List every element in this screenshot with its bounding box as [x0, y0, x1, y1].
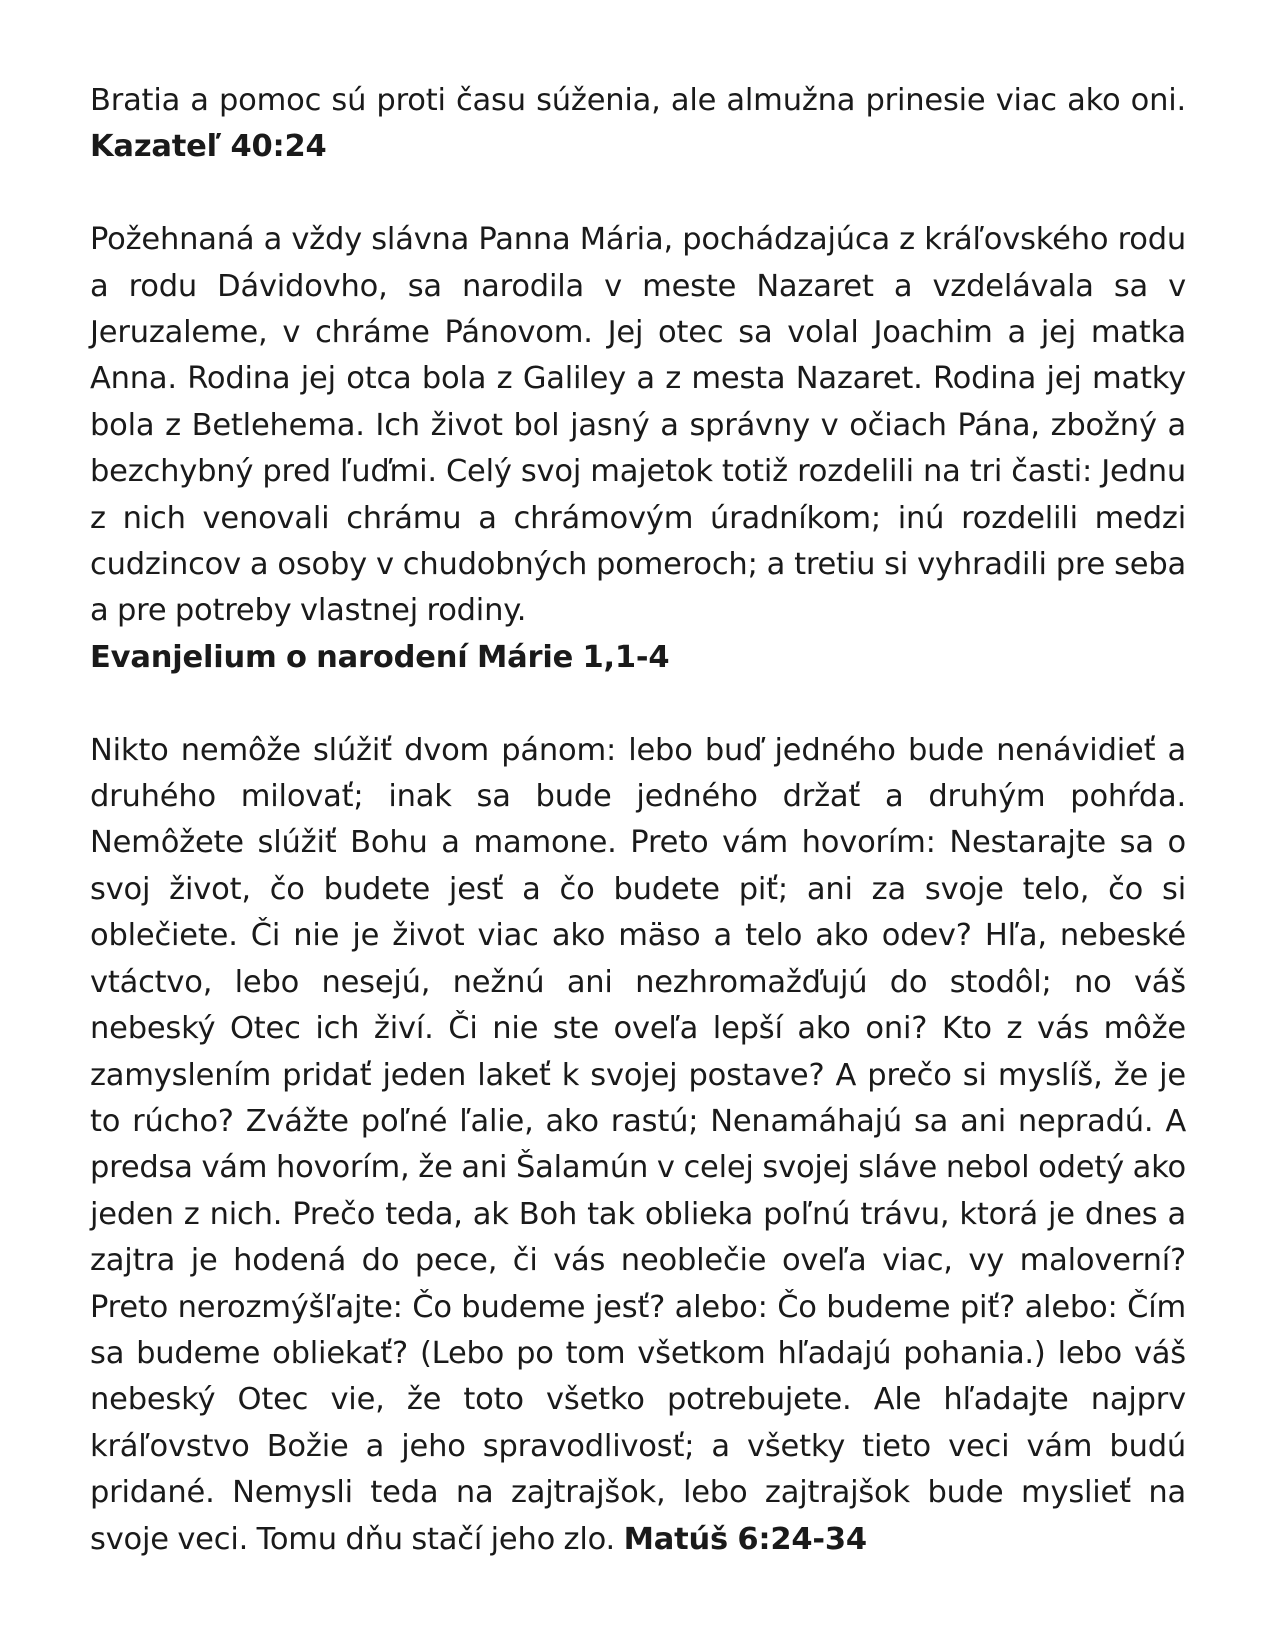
scripture-reference: Matúš 6:24-34	[623, 1521, 867, 1557]
passage-nativity-of-mary	[90, 217, 1186, 681]
passage-text: Požehnaná a vždy slávna Panna Mária, pochádzajúca z kráľovského rodu a rodu Dávidovho, sa narodila v meste Nazaret a vzdelávala sa v Jeruzaleme, v chráme Pánovom. Jej otec sa volal Joachim a jej matka Anna. Rodina jej otca bola z Galiley a z mesta Nazaret. Rodina jej matky bola z Betlehema. Ich život bol jasný a správny v očiach Pána, zbožný a bezchybný pred ľuďmi. Celý svoj majetok totiž rozdelili na tri časti: Jednu z nich venovali chrámu a chrámovým úradníkom; inú rozdelili medzi cudzincov a osoby v chudobných pomeroch; a tretiu si vyhradili pre seba a pre potreby vlastnej rodiny.	[90, 222, 1186, 629]
passage-text: Nikto nemôže slúžiť dvom pánom: lebo buď jedného bude nenávidieť a druhého milovať; inak sa bude jedného držať a druhým pohŕda. Nemôžete slúžiť Bohu a mamone. Preto vám hovorím: Nestarajte sa o svoj život, čo budete jesť a čo budete piť; ani za svoje telo, čo si oblečiete. Či nie je život viac ako mäso a telo ako odev? Hľa, nebeské vtáctvo, lebo nesejú, nežnú ani nezhromažďujú do stodôl; no váš nebeský Otec ich živí. Či nie ste oveľa lepší ako oni? Kto z vás môže zamyslením pridať jeden lakeť k svojej postave? A prečo si myslíš, že je to rúcho? Zvážte poľné ľalie, ako rastú; Nenamáhajú sa ani nepradú. A predsa vám hovorím, že ani Šalamún v celej svojej sláve nebol odetý ako jeden z nich. Prečo teda, ak Boh tak oblieka poľnú trávu, ktorá je dnes a zajtra je hodená do pece, či vás neoblečie oveľa viac, vy maloverní? Preto nerozmýšľajte: Čo budeme jesť? alebo: Čo budeme piť? alebo: Čím sa budeme obliekať? (Lebo po tom všetkom hľadajú pohania.) lebo váš nebeský Otec vie, že toto všetko potrebujete. Ale hľadajte najprv kráľovstvo Božie a jeho spravodlivosť; a všetky tieto veci vám budú pridané. Nemysli teda na zajtrajšok, lebo zajtrajšok bude myslieť na svoje veci. Tomu dňu stačí jeho zlo.	[90, 732, 1186, 1557]
passage-matthew	[90, 728, 1186, 1563]
scripture-reference: Evanjelium o narodení Márie 1,1-4	[90, 639, 670, 675]
scripture-reference: Kazateľ 40:24	[90, 129, 327, 165]
passage-text: Bratia a pomoc sú proti času súženia, ale almužna prinesie viac ako oni.	[90, 83, 1186, 118]
passage-sirach	[90, 78, 1186, 171]
document-page	[90, 78, 1186, 1563]
